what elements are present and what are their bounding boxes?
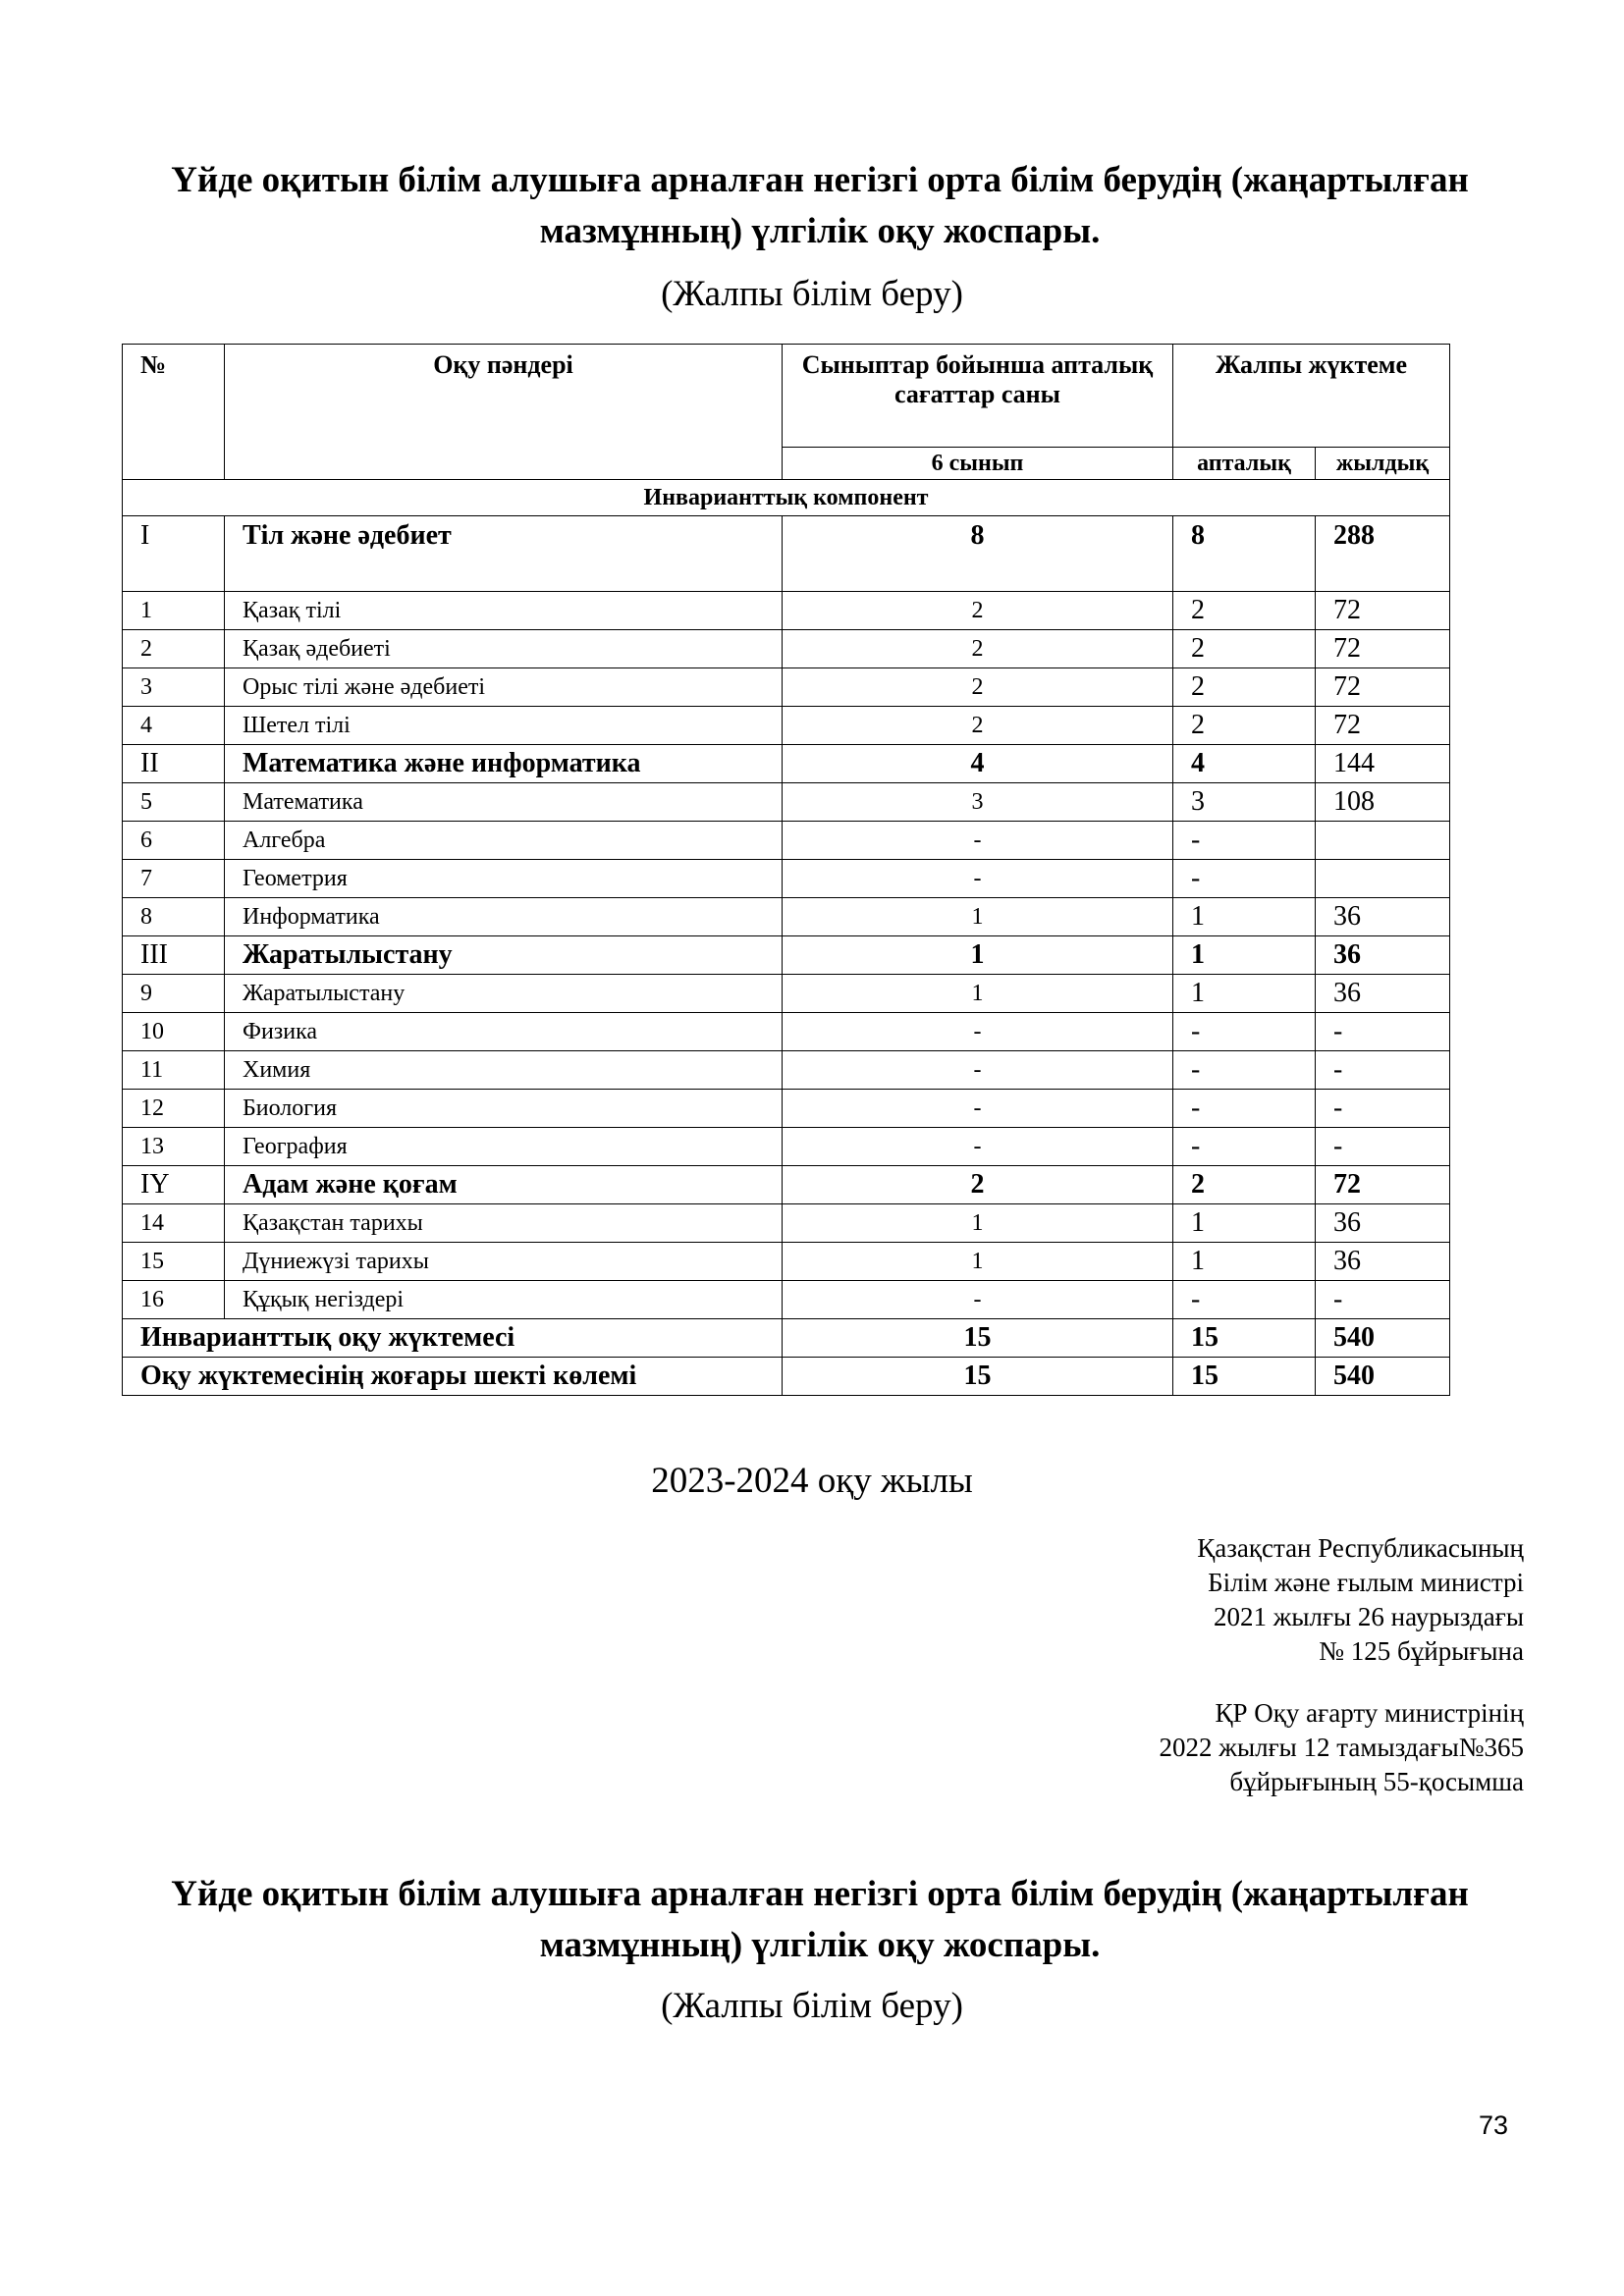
grade-hours: 2 xyxy=(783,668,1173,707)
subject-name: Математика және информатика xyxy=(225,745,783,783)
weekly-load: 1 xyxy=(1173,1243,1316,1281)
grade-hours: 1 xyxy=(783,975,1173,1013)
total-grade: 15 xyxy=(783,1319,1173,1358)
grade-hours: 1 xyxy=(783,1204,1173,1243)
yearly-load: - xyxy=(1316,1281,1450,1319)
yearly-load: 36 xyxy=(1316,936,1450,975)
subject-name: География xyxy=(225,1128,783,1166)
weekly-load: 1 xyxy=(1173,898,1316,936)
weekly-load: 4 xyxy=(1173,745,1316,783)
row-number: 1 xyxy=(123,592,225,630)
yearly-load: 72 xyxy=(1316,592,1450,630)
row-number: 9 xyxy=(123,975,225,1013)
table-row xyxy=(123,1013,1450,1051)
weekly-load: 2 xyxy=(1173,1166,1316,1204)
row-number: 7 xyxy=(123,860,225,898)
row-number: 3 xyxy=(123,668,225,707)
header-number: № xyxy=(123,345,225,480)
total-weekly: 15 xyxy=(1173,1319,1316,1358)
subject-name: Жаратылыстану xyxy=(225,936,783,975)
grade-hours: 2 xyxy=(783,1166,1173,1204)
weekly-load: - xyxy=(1173,1051,1316,1090)
yearly-load: 36 xyxy=(1316,898,1450,936)
title2-line-1: Үйде оқитын білім алушыға арналған негізгі орта білім берудің (жаңартылған xyxy=(171,1874,1469,1914)
weekly-load: 2 xyxy=(1173,592,1316,630)
grade-hours: - xyxy=(783,1090,1173,1128)
table-row xyxy=(123,783,1450,822)
subject-name: Қазақ әдебиеті xyxy=(225,630,783,668)
yearly-load xyxy=(1316,860,1450,898)
yearly-load: 72 xyxy=(1316,1166,1450,1204)
row-number: IҮ xyxy=(123,1166,225,1204)
weekly-load: 3 xyxy=(1173,783,1316,822)
subject-name: Қазақстан тарихы xyxy=(225,1204,783,1243)
row-number: 8 xyxy=(123,898,225,936)
row-number: I xyxy=(123,516,225,592)
subject-name: Геометрия xyxy=(225,860,783,898)
yearly-load: 72 xyxy=(1316,668,1450,707)
table-row xyxy=(123,1090,1450,1128)
table-row xyxy=(123,822,1450,860)
grade-hours: 4 xyxy=(783,745,1173,783)
weekly-load: - xyxy=(1173,1090,1316,1128)
weekly-load: - xyxy=(1173,860,1316,898)
table-row xyxy=(123,898,1450,936)
title-line-2: мазмұнның) үлгілік оқу жоспары. xyxy=(539,211,1101,251)
title-line-1: Үйде оқитын білім алушыға арналған негізгі орта білім берудің (жаңартылған xyxy=(171,160,1469,200)
weekly-load: 1 xyxy=(1173,1204,1316,1243)
header-total-load: Жалпы жүктеме xyxy=(1173,345,1450,448)
ref2-line: 2022 жылғы 12 тамыздағы№365 xyxy=(1159,1733,1524,1762)
table-totals xyxy=(123,1319,1450,1396)
weekly-load: 1 xyxy=(1173,936,1316,975)
header-subjects: Оқу пәндері xyxy=(225,345,783,480)
weekly-load: - xyxy=(1173,822,1316,860)
academic-year: 2023-2024 оқу жылы xyxy=(651,1461,973,1501)
row-number: 14 xyxy=(123,1204,225,1243)
total-weekly: 15 xyxy=(1173,1358,1316,1396)
yearly-load: 36 xyxy=(1316,975,1450,1013)
header-weekly-hours: Сыныптар бойынша апталық сағаттар саны xyxy=(783,345,1173,448)
ref1-line: № 125 бұйрығына xyxy=(1319,1636,1524,1666)
table-row xyxy=(123,707,1450,745)
row-number: 5 xyxy=(123,783,225,822)
ref2-line: ҚР Оқу ағарту министрінің xyxy=(1215,1698,1524,1728)
weekly-load: 2 xyxy=(1173,707,1316,745)
grade-hours: 1 xyxy=(783,936,1173,975)
grade-hours: 1 xyxy=(783,898,1173,936)
weekly-load: - xyxy=(1173,1128,1316,1166)
table-row xyxy=(123,1204,1450,1243)
subtitle: (Жалпы білім беру) xyxy=(661,274,963,314)
subject-name: Орыс тілі және әдебиеті xyxy=(225,668,783,707)
row-number: 11 xyxy=(123,1051,225,1090)
grade-hours: - xyxy=(783,860,1173,898)
grade-hours: 2 xyxy=(783,592,1173,630)
subject-name: Дүниежүзі тарихы xyxy=(225,1243,783,1281)
row-number: 16 xyxy=(123,1281,225,1319)
yearly-load: - xyxy=(1316,1051,1450,1090)
table-row xyxy=(123,1281,1450,1319)
row-number: III xyxy=(123,936,225,975)
subject-name: Химия xyxy=(225,1051,783,1090)
subject-name: Жаратылыстану xyxy=(225,975,783,1013)
row-number: 12 xyxy=(123,1090,225,1128)
weekly-load: - xyxy=(1173,1013,1316,1051)
header-grade-6: 6 сынып xyxy=(783,448,1173,480)
total-row xyxy=(123,1358,1450,1396)
order-reference-1 xyxy=(1197,1531,1524,1669)
order-reference-2 xyxy=(1160,1696,1524,1799)
yearly-load: - xyxy=(1316,1128,1450,1166)
table-row xyxy=(123,668,1450,707)
grade-hours: - xyxy=(783,1281,1173,1319)
page-title xyxy=(118,155,1522,257)
weekly-load: - xyxy=(1173,1281,1316,1319)
subject-name: Адам және қоғам xyxy=(225,1166,783,1204)
grade-hours: 2 xyxy=(783,630,1173,668)
subject-name: Шетел тілі xyxy=(225,707,783,745)
row-number: 4 xyxy=(123,707,225,745)
table-row xyxy=(123,630,1450,668)
section-invariant: Инварианттық компонент xyxy=(123,480,1450,516)
yearly-load: - xyxy=(1316,1090,1450,1128)
title2-line-2: мазмұнның) үлгілік оқу жоспары. xyxy=(539,1925,1101,1965)
table-row-section xyxy=(123,1166,1450,1204)
grade-hours: 2 xyxy=(783,707,1173,745)
total-grade: 15 xyxy=(783,1358,1173,1396)
total-label: Инварианттық оқу жүктемесі xyxy=(123,1319,783,1358)
table-row xyxy=(123,860,1450,898)
yearly-load: 72 xyxy=(1316,707,1450,745)
grade-hours: 1 xyxy=(783,1243,1173,1281)
subject-name: Қазақ тілі xyxy=(225,592,783,630)
total-label: Оқу жүктемесінің жоғары шекті көлемі xyxy=(123,1358,783,1396)
table-row-section xyxy=(123,936,1450,975)
table-body xyxy=(123,516,1450,1319)
total-yearly: 540 xyxy=(1316,1319,1450,1358)
row-number: 10 xyxy=(123,1013,225,1051)
subject-name: Биология xyxy=(225,1090,783,1128)
weekly-load: 2 xyxy=(1173,630,1316,668)
ref2-line: бұйрығының 55-қосымша xyxy=(1229,1767,1524,1796)
subject-name: Информатика xyxy=(225,898,783,936)
table-row xyxy=(123,592,1450,630)
yearly-load: 108 xyxy=(1316,783,1450,822)
weekly-load: 2 xyxy=(1173,668,1316,707)
weekly-load: 8 xyxy=(1173,516,1316,592)
table-row-section xyxy=(123,745,1450,783)
yearly-load: 36 xyxy=(1316,1204,1450,1243)
row-number: 15 xyxy=(123,1243,225,1281)
grade-hours: - xyxy=(783,1128,1173,1166)
subtitle-2: (Жалпы білім беру) xyxy=(661,1986,963,2026)
yearly-load: 36 xyxy=(1316,1243,1450,1281)
yearly-load: 72 xyxy=(1316,630,1450,668)
page-number: 73 xyxy=(1479,2110,1509,2140)
grade-hours: 8 xyxy=(783,516,1173,592)
row-number: 6 xyxy=(123,822,225,860)
yearly-load: 144 xyxy=(1316,745,1450,783)
grade-hours: - xyxy=(783,1051,1173,1090)
table-row xyxy=(123,975,1450,1013)
subject-name: Физика xyxy=(225,1013,783,1051)
yearly-load xyxy=(1316,822,1450,860)
subject-name: Алгебра xyxy=(225,822,783,860)
header-yearly: жылдық xyxy=(1316,448,1450,480)
grade-hours: - xyxy=(783,1013,1173,1051)
total-yearly: 540 xyxy=(1316,1358,1450,1396)
row-number: 13 xyxy=(123,1128,225,1166)
row-number: 2 xyxy=(123,630,225,668)
grade-hours: - xyxy=(783,822,1173,860)
subject-name: Құқық негіздері xyxy=(225,1281,783,1319)
table-row xyxy=(123,1128,1450,1166)
total-row xyxy=(123,1319,1450,1358)
weekly-load: 1 xyxy=(1173,975,1316,1013)
ref1-line: Қазақстан Республикасының xyxy=(1197,1533,1524,1563)
ref1-line: 2021 жылғы 26 наурыздағы xyxy=(1213,1602,1524,1631)
row-number: II xyxy=(123,745,225,783)
yearly-load: - xyxy=(1316,1013,1450,1051)
ref1-line: Білім және ғылым министрі xyxy=(1208,1568,1524,1597)
yearly-load: 288 xyxy=(1316,516,1450,592)
table-row xyxy=(123,1051,1450,1090)
page-title-2 xyxy=(118,1869,1522,1971)
curriculum-table xyxy=(122,344,1450,1396)
header-weekly: апталық xyxy=(1173,448,1316,480)
table-row xyxy=(123,1243,1450,1281)
subject-name: Математика xyxy=(225,783,783,822)
table-row-section xyxy=(123,516,1450,592)
subject-name: Тіл және әдебиет xyxy=(225,516,783,592)
grade-hours: 3 xyxy=(783,783,1173,822)
